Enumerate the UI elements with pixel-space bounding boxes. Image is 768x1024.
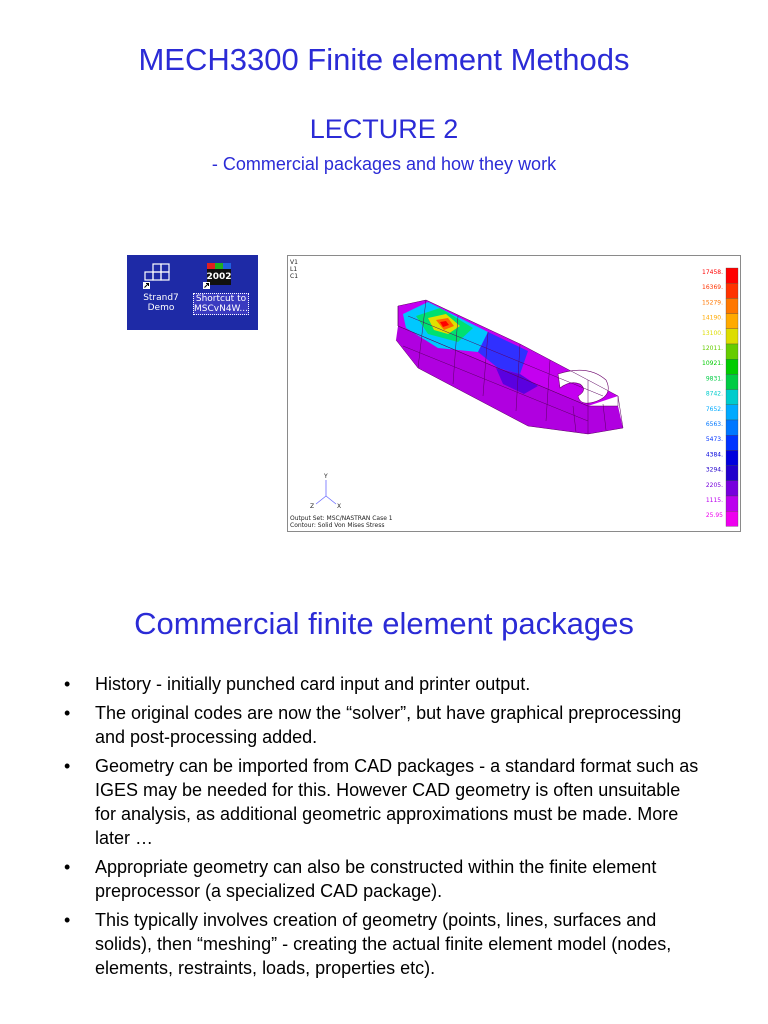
strand7-demo-shortcut[interactable] <box>131 259 193 327</box>
legend-swatch <box>726 511 738 526</box>
bullet-item <box>64 908 704 980</box>
legend-swatch <box>726 481 738 496</box>
legend-swatch <box>726 374 738 389</box>
desktop-icons-panel <box>127 255 258 330</box>
bullet-marker: • <box>64 910 71 930</box>
strand7-grid-icon <box>141 261 173 291</box>
bullet-text: The original codes are now the “solver”, but have graphical preprocessing and post-processing added. <box>95 703 682 747</box>
axis-triad <box>316 480 336 504</box>
msc-label-line2: MSCvN4W... <box>194 304 248 314</box>
msc-version-badge: 2002 <box>206 272 232 282</box>
legend-swatch <box>726 298 738 313</box>
legend-swatch <box>726 268 738 283</box>
legend-swatch <box>726 405 738 420</box>
triad-y-label: Y <box>324 473 328 480</box>
slide-title: MECH3300 Finite element Methods <box>138 42 630 77</box>
legend-swatch <box>726 314 738 329</box>
output-set-caption: Output Set: MSC/NASTRAN Case 1 <box>290 515 393 522</box>
msc-label-line1: Shortcut to <box>195 294 247 304</box>
msc-nastran-icon <box>201 261 233 291</box>
bullet-text: Appropriate geometry can also be constructed within the finite element preprocessor (a specialized CAD package). <box>95 857 657 901</box>
legend-value: 8742. <box>705 390 723 398</box>
legend-value: 9831. <box>705 375 723 383</box>
legend-swatch <box>726 344 738 359</box>
bullet-marker: • <box>64 857 71 877</box>
legend-swatch <box>726 359 738 374</box>
bracket-mesh-model <box>396 300 623 434</box>
legend-swatch <box>726 420 738 435</box>
contour-caption: Contour: Solid Von Mises Stress <box>290 522 385 529</box>
bullet-text: This typically involves creation of geometry (points, lines, surfaces and solids), then “meshing” - creating the actual finite element model (nodes, elements, restraints, loads, properties etc). <box>95 910 672 978</box>
bullet-marker: • <box>64 756 71 776</box>
section-heading: Commercial finite element packages <box>134 606 634 641</box>
legend-swatch <box>726 496 738 511</box>
fea-stress-plot <box>287 255 741 532</box>
view-label: V1 <box>290 259 298 266</box>
legend-value: 4384. <box>705 451 723 459</box>
legend-value: 12011. <box>702 345 723 352</box>
fea-plot-canvas <box>288 256 740 531</box>
legend-value: 14190. <box>702 314 723 322</box>
bullet-marker: • <box>64 674 71 694</box>
bullet-item <box>64 754 704 850</box>
legend-value: 1115. <box>705 497 723 504</box>
triad-z-label: Z <box>310 503 315 510</box>
bullet-text: Geometry can be imported from CAD packages - a standard format such as IGES may be needed for this. However CAD geometry is often unsuitable for analysis, as additional geometric approximations must be made. More later … <box>95 756 699 848</box>
strand7-label-line2: Demo <box>147 303 175 313</box>
bullet-text: History - initially punched card input and printer output. <box>95 674 531 694</box>
stress-legend <box>702 268 738 526</box>
legend-value: 10921. <box>702 360 723 368</box>
legend-swatch <box>726 329 738 344</box>
legend-swatch <box>726 435 738 450</box>
legend-value: 3294. <box>705 466 723 474</box>
legend-value: 25.95 <box>705 512 723 520</box>
legend-value: 2205. <box>705 481 723 489</box>
legend-value: 16369. <box>702 284 723 292</box>
legend-swatch <box>726 283 738 298</box>
bullet-item <box>64 855 704 903</box>
legend-value: 13100. <box>702 329 723 337</box>
msc-nastran-shortcut[interactable] <box>191 259 253 327</box>
bullet-marker: • <box>64 703 71 723</box>
constraint-label: C1 <box>290 273 299 280</box>
legend-value: 17458. <box>702 269 723 276</box>
strand7-label-line1: Strand7 <box>143 293 179 303</box>
load-label: L1 <box>290 266 298 273</box>
legend-swatch <box>726 450 738 465</box>
lecture-subtitle: - Commercial packages and how they work <box>211 154 557 174</box>
legend-value: 5473. <box>705 436 723 444</box>
legend-swatch <box>726 390 738 405</box>
bullet-list <box>64 672 704 985</box>
bullet-item <box>64 672 704 696</box>
lecture-number: LECTURE 2 <box>309 114 459 144</box>
legend-swatch <box>726 466 738 481</box>
bullet-item <box>64 701 704 749</box>
triad-x-label: X <box>337 503 342 510</box>
legend-value: 15279. <box>702 299 723 307</box>
legend-value: 7652. <box>705 405 723 413</box>
legend-value: 6563. <box>705 421 723 428</box>
